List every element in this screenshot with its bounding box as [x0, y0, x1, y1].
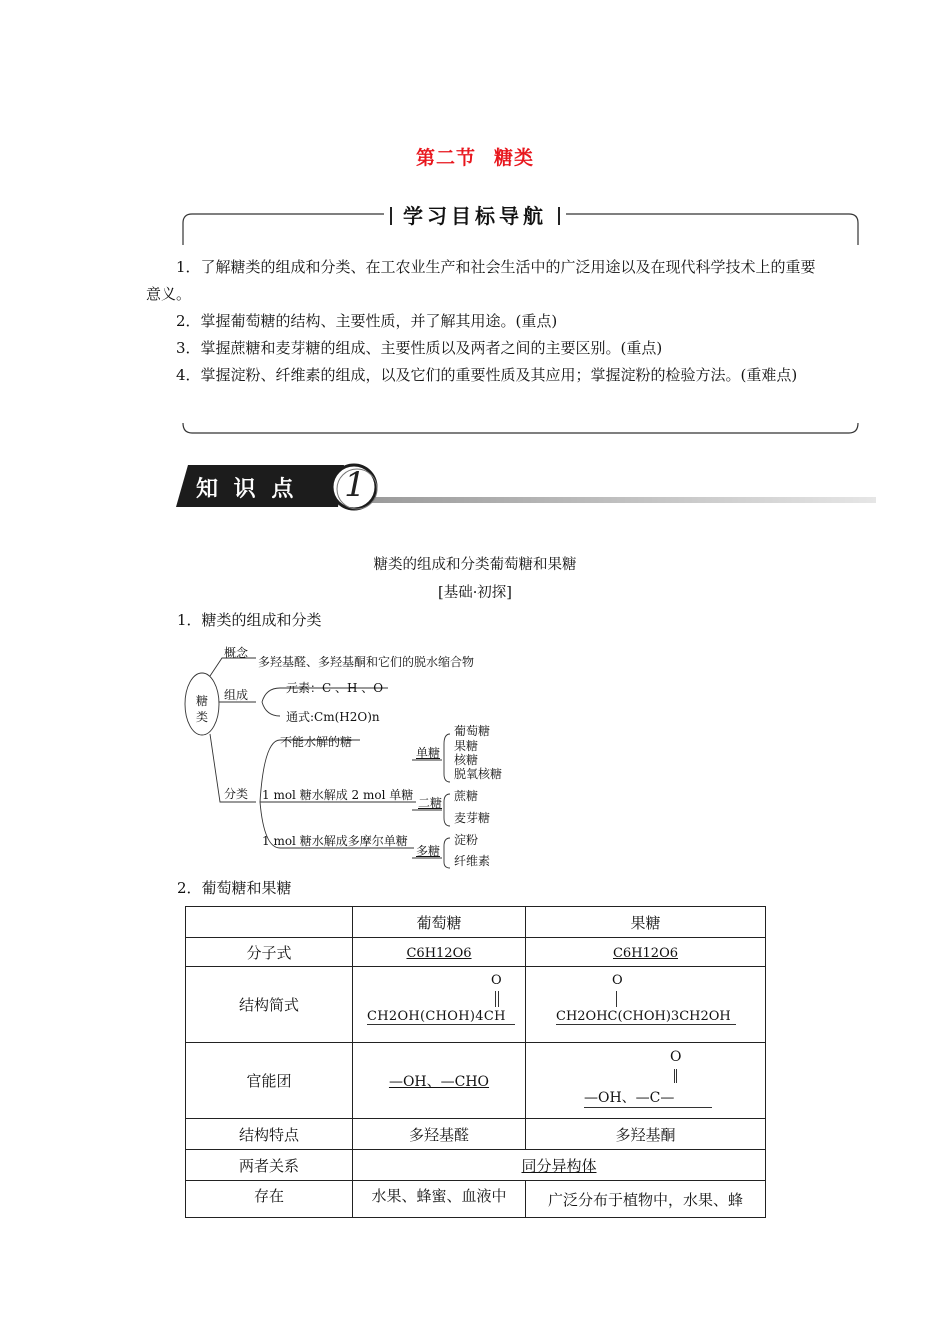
tree-branch-3-item: 纤维素	[454, 854, 491, 868]
fructose-formula: C6H12O6	[612, 946, 679, 961]
knowledge-point-number: 1	[344, 465, 366, 505]
topic-title: 糖类的组成和分类葡萄糖和果糖	[373, 557, 577, 573]
glucose-fructose-table	[185, 906, 766, 1218]
row-label: 结构特点	[186, 1119, 353, 1150]
table-row	[186, 1181, 766, 1218]
tree-branch-1-text: 不能水解的糖	[280, 735, 353, 749]
tree-branch-2-item: 蔗糖	[454, 789, 479, 803]
table-row	[186, 1150, 766, 1181]
cell-fructose	[526, 967, 766, 1043]
cell-fructose	[526, 1043, 766, 1119]
cell-glucose: 多羟基醛	[353, 1119, 526, 1150]
glucose-formula: C6H12O6	[406, 946, 472, 961]
table-header-row	[186, 907, 766, 938]
tree-concept-label: 概念	[224, 646, 249, 660]
fructose-ketone-o: O	[670, 1048, 682, 1065]
classification-tree	[180, 640, 540, 870]
section-topic: 糖类	[494, 147, 535, 169]
row-label: 分子式	[186, 938, 353, 967]
tree-root-1: 糖	[196, 694, 209, 708]
tree-branch-1-item: 脱氧核糖	[454, 767, 503, 781]
glucose-structure: CH2OH(CHOH)4CH	[367, 1009, 515, 1025]
glucose-carbonyl-o: O	[491, 972, 502, 988]
cell-fructose: 广泛分布于植物中，水果、蜂	[526, 1181, 766, 1218]
tree-branch-1-type: 单糖	[416, 746, 441, 760]
table-row	[186, 1043, 766, 1119]
tree-branch-3-item: 淀粉	[454, 833, 479, 847]
tree-branch-3-type: 多糖	[416, 844, 441, 858]
tree-branch-1-item: 果糖	[454, 739, 479, 753]
table-header-glucose: 葡萄糖	[353, 907, 526, 938]
objectives-heading	[0, 200, 950, 229]
tree-classification-label: 分类	[224, 787, 249, 801]
fructose-carbonyl-o: O	[612, 972, 623, 988]
row-label: 结构简式	[186, 967, 353, 1043]
section-number: 第二节	[415, 147, 476, 169]
objective-item: 2．掌握葡萄糖的结构、主要性质，并了解其用途。(重点)	[176, 312, 558, 330]
item-2-heading: 2．葡萄糖和果糖	[177, 879, 292, 897]
tree-branch-2-text: 1 mol 糖水解成 2 mol 单糖	[262, 788, 414, 802]
item-1-heading: 1．糖类的组成和分类	[177, 611, 322, 629]
tree-branch-3-text: 1 mol 糖水解成多摩尔单糖	[262, 834, 408, 848]
fructose-functional-groups: —OH、—C—	[584, 1087, 712, 1108]
tree-elements	[286, 679, 383, 696]
row-label: 两者关系	[186, 1150, 353, 1181]
page-title	[0, 143, 950, 170]
tree-elements-value: C 、H 、O	[322, 681, 384, 695]
objective-item: 4．掌握淀粉、纤维素的组成，以及它们的重要性质及其应用；掌握淀粉的检验方法。(重难点)	[176, 366, 798, 384]
table-row	[186, 938, 766, 967]
row-label: 存在	[186, 1181, 353, 1218]
cell-glucose	[353, 1043, 526, 1119]
cell-fructose: 多羟基酮	[526, 1119, 766, 1150]
table-row	[186, 1119, 766, 1150]
objectives-list	[146, 254, 818, 389]
objective-item: 3．掌握蔗糖和麦芽糖的组成、主要性质以及两者之间的主要区别。(重点)	[176, 339, 663, 357]
cell-glucose	[353, 938, 526, 967]
tree-branch-1-item: 核糖	[454, 753, 479, 767]
fructose-structure: CH2OHC(CHOH)3CH2OH	[556, 1009, 736, 1025]
tree-concept-text: 多羟基醛、多羟基酮和它们的脱水缩合物	[258, 655, 475, 669]
tree-branch-1-item: 葡萄糖	[454, 724, 491, 738]
cell-merged	[353, 1150, 766, 1181]
objectives-heading-text: 学习目标导航	[403, 204, 547, 228]
row-label: 官能团	[186, 1043, 353, 1119]
knowledge-point-banner	[176, 463, 876, 519]
table-header-fructose: 果糖	[526, 907, 766, 938]
glucose-functional-groups: —OH、—CHO	[388, 1073, 490, 1090]
knowledge-point-label: 知 识 点	[196, 477, 298, 502]
tree-root-2: 类	[196, 710, 209, 724]
cell-glucose: 水果、蜂蜜、血液中	[353, 1181, 526, 1218]
tree-composition-label: 组成	[224, 688, 249, 702]
topic-subtitle: [基础·初探]	[438, 585, 512, 601]
cell-fructose	[526, 938, 766, 967]
tree-branch-2-type: 二糖	[418, 796, 443, 810]
table-header-empty	[186, 907, 353, 938]
tree-general-formula: 通式:Cm(H2O)n	[286, 710, 380, 724]
tree-branch-2-item: 麦芽糖	[454, 811, 491, 825]
objective-item: 1．了解糖类的组成和分类、在工农业生产和社会生活中的广泛用途以及在现代科学技术上的重要意义。	[146, 258, 816, 303]
cell-glucose	[353, 967, 526, 1043]
table-row	[186, 967, 766, 1043]
tree-elements-prefix: 元素：	[286, 681, 323, 695]
relationship-value: 同分异构体	[521, 1156, 597, 1175]
